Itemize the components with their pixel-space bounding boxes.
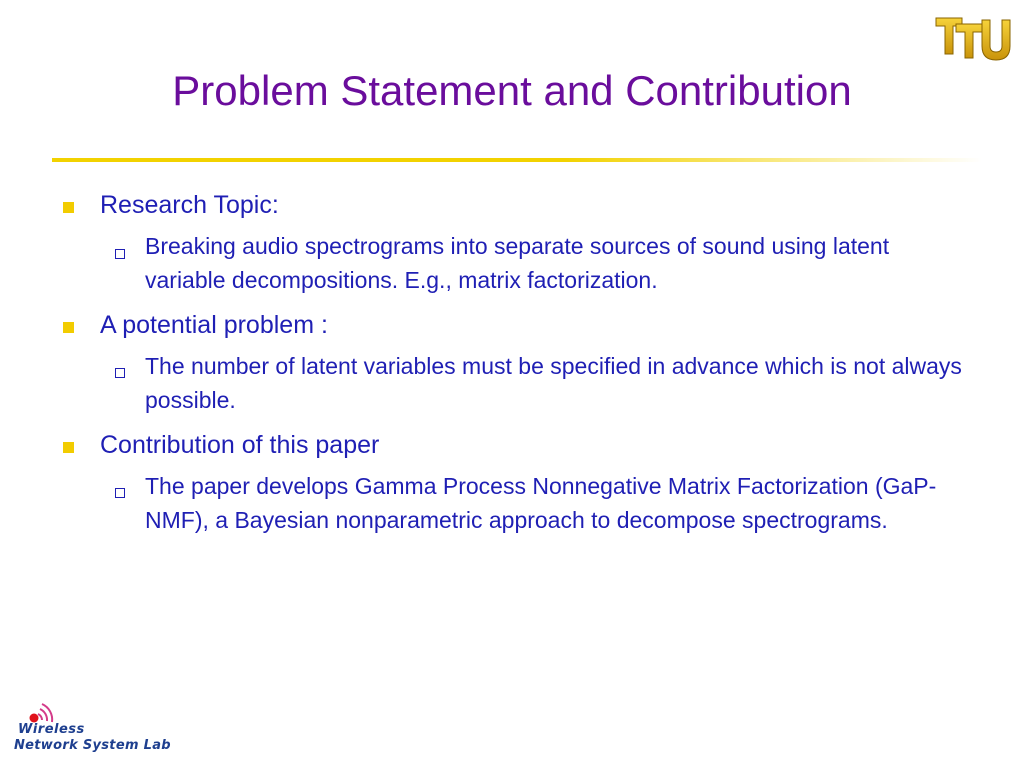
footer-logo-network-system-lab: Network System Lab bbox=[14, 738, 171, 753]
ttu-logo-icon bbox=[932, 10, 1012, 62]
sub-bullet-marker-icon bbox=[115, 249, 125, 259]
sub-bullet-marker-icon bbox=[115, 488, 125, 498]
sub-bullet-marker-icon bbox=[115, 368, 125, 378]
bullet-marker-icon bbox=[63, 202, 74, 213]
sub-bullet-potential-problem: The number of latent variables must be specified in advance which is not always possible. bbox=[145, 353, 962, 413]
sub-bullet-research-topic: Breaking audio spectrograms into separate sources of sound using latent variable decompositions. E.g., matrix factorization. bbox=[145, 233, 890, 293]
footer-logo-wireless: Wireless bbox=[18, 722, 85, 737]
bullet-potential-problem: A potential problem : bbox=[100, 311, 328, 339]
bullet-contribution: Contribution of this paper bbox=[100, 431, 380, 459]
bullet-marker-icon bbox=[63, 442, 74, 453]
title-underline bbox=[52, 158, 982, 162]
bullet-marker-icon bbox=[63, 322, 74, 333]
bullet-research-topic: Research Topic: bbox=[100, 191, 279, 219]
slide-title: Problem Statement and Contribution bbox=[172, 67, 852, 114]
sub-bullet-contribution: The paper develops Gamma Process Nonnegative Matrix Factorization (GaP-NMF), a Bayesian nonparametric approach to decompose spectrograms. bbox=[145, 473, 937, 533]
